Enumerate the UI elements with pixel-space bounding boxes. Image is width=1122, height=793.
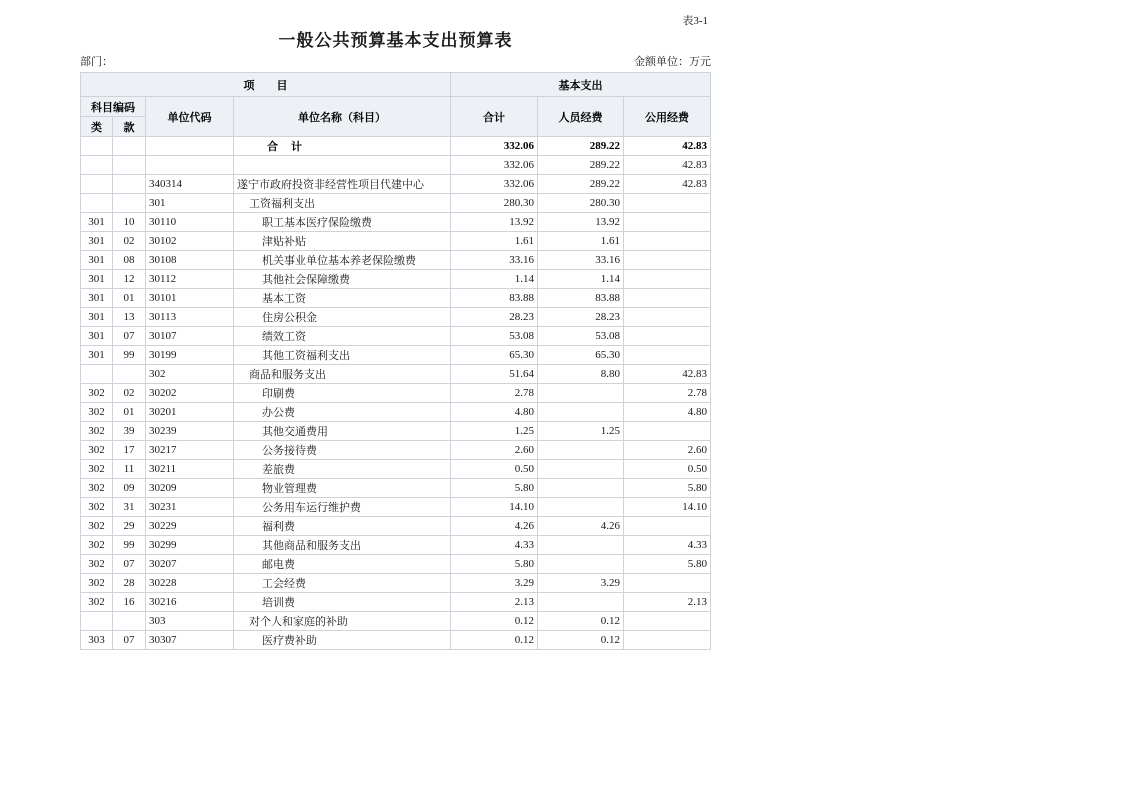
cell-item: 08 (113, 251, 146, 270)
cell-personnel: 83.88 (538, 289, 624, 308)
cell-item (113, 175, 146, 194)
cell-total: 0.12 (451, 612, 538, 631)
cell-unit-code: 30110 (146, 213, 234, 232)
cell-public (624, 631, 711, 650)
cell-public: 2.13 (624, 593, 711, 612)
cell-personnel: 8.80 (538, 365, 624, 384)
cell-unit-code: 303 (146, 612, 234, 631)
cell-personnel: 33.16 (538, 251, 624, 270)
table-row (81, 289, 711, 308)
table-tag: 表3-1 (682, 15, 708, 27)
cell-public (624, 251, 711, 270)
cell-public (624, 308, 711, 327)
cell-personnel (538, 403, 624, 422)
header-project: 项 目 (81, 73, 451, 97)
cell-public (624, 346, 711, 365)
cell-unit-code: 30231 (146, 498, 234, 517)
cell-class: 301 (81, 289, 113, 308)
cell-item: 02 (113, 232, 146, 251)
cell-item: 12 (113, 270, 146, 289)
cell-total: 4.80 (451, 403, 538, 422)
cell-public (624, 232, 711, 251)
cell-total: 2.60 (451, 441, 538, 460)
table-row (81, 308, 711, 327)
cell-total: 4.26 (451, 517, 538, 536)
cell-item: 16 (113, 593, 146, 612)
cell-personnel: 53.08 (538, 327, 624, 346)
cell-unit-name: 其他商品和服务支出 (234, 536, 451, 555)
cell-unit-code: 30239 (146, 422, 234, 441)
cell-public: 14.10 (624, 498, 711, 517)
cell-item: 02 (113, 384, 146, 403)
cell-class: 302 (81, 574, 113, 593)
table-row (81, 479, 711, 498)
cell-personnel (538, 555, 624, 574)
cell-total: 51.64 (451, 365, 538, 384)
cell-unit-name: 工资福利支出 (234, 194, 451, 213)
table-row (81, 270, 711, 289)
cell-unit-name: 物业管理费 (234, 479, 451, 498)
cell-class: 302 (81, 536, 113, 555)
table-row (81, 517, 711, 536)
cell-total: 2.13 (451, 593, 538, 612)
cell-unit-code (146, 137, 234, 156)
cell-unit-name: 机关事业单位基本养老保险缴费 (234, 251, 451, 270)
cell-item: 01 (113, 403, 146, 422)
cell-total: 53.08 (451, 327, 538, 346)
cell-total: 0.12 (451, 631, 538, 650)
cell-item (113, 365, 146, 384)
cell-public: 4.33 (624, 536, 711, 555)
cell-personnel: 289.22 (538, 137, 624, 156)
meta-row (80, 55, 711, 69)
cell-item: 29 (113, 517, 146, 536)
cell-item: 28 (113, 574, 146, 593)
cell-personnel (538, 479, 624, 498)
cell-unit-name: 商品和服务支出 (234, 365, 451, 384)
cell-unit-name: 基本工资 (234, 289, 451, 308)
cell-total: 3.29 (451, 574, 538, 593)
cell-item (113, 194, 146, 213)
cell-unit-code: 30201 (146, 403, 234, 422)
cell-total: 5.80 (451, 555, 538, 574)
document-content (80, 14, 711, 650)
cell-unit-code: 30199 (146, 346, 234, 365)
cell-public: 42.83 (624, 365, 711, 384)
cell-unit-code: 30307 (146, 631, 234, 650)
cell-total: 4.33 (451, 536, 538, 555)
cell-item (113, 156, 146, 175)
cell-class: 301 (81, 213, 113, 232)
cell-item: 07 (113, 327, 146, 346)
cell-public (624, 194, 711, 213)
cell-unit-code: 30207 (146, 555, 234, 574)
cell-personnel: 28.23 (538, 308, 624, 327)
cell-personnel: 1.25 (538, 422, 624, 441)
cell-public: 42.83 (624, 137, 711, 156)
cell-personnel (538, 441, 624, 460)
cell-unit-code: 30112 (146, 270, 234, 289)
cell-total: 1.14 (451, 270, 538, 289)
cell-public (624, 327, 711, 346)
cell-public: 5.80 (624, 479, 711, 498)
cell-personnel (538, 536, 624, 555)
cell-public: 42.83 (624, 175, 711, 194)
cell-total: 332.06 (451, 175, 538, 194)
cell-total: 5.80 (451, 479, 538, 498)
cell-class: 302 (81, 593, 113, 612)
cell-unit-name: 其他工资福利支出 (234, 346, 451, 365)
cell-item: 09 (113, 479, 146, 498)
cell-unit-code: 30217 (146, 441, 234, 460)
cell-unit-code: 30107 (146, 327, 234, 346)
cell-total: 332.06 (451, 137, 538, 156)
cell-item (113, 137, 146, 156)
table-row (81, 365, 711, 384)
cell-public: 0.50 (624, 460, 711, 479)
cell-public (624, 213, 711, 232)
cell-total: 0.50 (451, 460, 538, 479)
cell-class (81, 137, 113, 156)
table-row (81, 555, 711, 574)
cell-public (624, 517, 711, 536)
cell-class: 302 (81, 384, 113, 403)
cell-total: 280.30 (451, 194, 538, 213)
cell-unit-name: 公务接待费 (234, 441, 451, 460)
cell-item: 17 (113, 441, 146, 460)
cell-class: 301 (81, 308, 113, 327)
cell-public: 4.80 (624, 403, 711, 422)
table-row (81, 232, 711, 251)
cell-class: 301 (81, 232, 113, 251)
cell-personnel (538, 593, 624, 612)
table-row (81, 403, 711, 422)
header-personnel: 人员经费 (538, 97, 624, 137)
cell-personnel: 65.30 (538, 346, 624, 365)
cell-personnel: 1.61 (538, 232, 624, 251)
cell-total: 14.10 (451, 498, 538, 517)
cell-class: 301 (81, 346, 113, 365)
cell-unit-name: 遂宁市政府投资非经营性项目代建中心 (234, 175, 451, 194)
cell-personnel: 1.14 (538, 270, 624, 289)
table-row (81, 631, 711, 650)
table-row (81, 213, 711, 232)
cell-unit-code: 302 (146, 365, 234, 384)
header-basic-expenditure: 基本支出 (451, 73, 711, 97)
cell-personnel: 0.12 (538, 612, 624, 631)
cell-item (113, 612, 146, 631)
header-item: 款 (113, 117, 146, 137)
cell-unit-name: 工会经费 (234, 574, 451, 593)
table-row (81, 327, 711, 346)
header-unit-name: 单位名称（科目） (234, 97, 451, 137)
cell-unit-name: 培训费 (234, 593, 451, 612)
table-row (81, 251, 711, 270)
cell-unit-code: 30108 (146, 251, 234, 270)
cell-class (81, 612, 113, 631)
cell-unit-name: 邮电费 (234, 555, 451, 574)
cell-unit-code: 30101 (146, 289, 234, 308)
cell-class (81, 365, 113, 384)
cell-total: 1.25 (451, 422, 538, 441)
cell-item: 10 (113, 213, 146, 232)
table-row (81, 384, 711, 403)
table-row (81, 612, 711, 631)
header-unit-code: 单位代码 (146, 97, 234, 137)
table-row (81, 137, 711, 156)
cell-class: 302 (81, 441, 113, 460)
table-row (81, 422, 711, 441)
cell-item: 13 (113, 308, 146, 327)
cell-total: 1.61 (451, 232, 538, 251)
cell-unit-name: 办公费 (234, 403, 451, 422)
table-body (81, 137, 711, 650)
table-row (81, 574, 711, 593)
cell-total: 83.88 (451, 289, 538, 308)
cell-item: 99 (113, 536, 146, 555)
cell-item: 01 (113, 289, 146, 308)
department-label: 部门： (80, 56, 113, 68)
cell-unit-name: 合 计 (234, 137, 451, 156)
table-row (81, 460, 711, 479)
cell-public (624, 422, 711, 441)
cell-item: 39 (113, 422, 146, 441)
cell-total: 33.16 (451, 251, 538, 270)
cell-unit-code: 301 (146, 194, 234, 213)
cell-class: 301 (81, 270, 113, 289)
cell-unit-code: 30229 (146, 517, 234, 536)
cell-total: 13.92 (451, 213, 538, 232)
cell-unit-code: 30211 (146, 460, 234, 479)
cell-class: 302 (81, 422, 113, 441)
cell-personnel (538, 460, 624, 479)
cell-public: 42.83 (624, 156, 711, 175)
cell-unit-name: 住房公积金 (234, 308, 451, 327)
cell-unit-name: 其他交通费用 (234, 422, 451, 441)
table-row (81, 175, 711, 194)
cell-public: 2.60 (624, 441, 711, 460)
cell-personnel: 289.22 (538, 156, 624, 175)
cell-total: 2.78 (451, 384, 538, 403)
cell-personnel: 280.30 (538, 194, 624, 213)
cell-class: 302 (81, 479, 113, 498)
cell-unit-name: 绩效工资 (234, 327, 451, 346)
table-header (81, 73, 711, 137)
cell-unit-name: 津贴补贴 (234, 232, 451, 251)
cell-personnel (538, 384, 624, 403)
table-row (81, 194, 711, 213)
cell-unit-name: 差旅费 (234, 460, 451, 479)
cell-personnel: 13.92 (538, 213, 624, 232)
cell-personnel: 4.26 (538, 517, 624, 536)
cell-personnel: 0.12 (538, 631, 624, 650)
cell-public: 2.78 (624, 384, 711, 403)
cell-public: 5.80 (624, 555, 711, 574)
cell-class (81, 175, 113, 194)
cell-unit-name: 对个人和家庭的补助 (234, 612, 451, 631)
cell-public (624, 612, 711, 631)
cell-class (81, 156, 113, 175)
page-title: 一般公共预算基本支出预算表 (278, 31, 513, 50)
cell-total: 332.06 (451, 156, 538, 175)
table-row (81, 498, 711, 517)
cell-unit-name: 医疗费补助 (234, 631, 451, 650)
cell-unit-code: 30102 (146, 232, 234, 251)
cell-unit-code: 340314 (146, 175, 234, 194)
table-row (81, 593, 711, 612)
header-total: 合计 (451, 97, 538, 137)
cell-unit-code: 30113 (146, 308, 234, 327)
table-row (81, 536, 711, 555)
cell-class: 302 (81, 555, 113, 574)
table-row (81, 441, 711, 460)
cell-unit-name: 职工基本医疗保险缴费 (234, 213, 451, 232)
cell-unit-code: 30216 (146, 593, 234, 612)
cell-class: 301 (81, 327, 113, 346)
cell-unit-name: 公务用车运行维护费 (234, 498, 451, 517)
cell-class: 302 (81, 498, 113, 517)
cell-personnel (538, 498, 624, 517)
cell-unit-name: 印刷费 (234, 384, 451, 403)
cell-personnel: 289.22 (538, 175, 624, 194)
cell-unit-name: 福利费 (234, 517, 451, 536)
amount-unit-label: 金额单位：万元 (634, 56, 711, 68)
header-row-2 (81, 97, 711, 117)
cell-unit-name (234, 156, 451, 175)
budget-table (80, 72, 711, 650)
cell-class: 301 (81, 251, 113, 270)
header-class: 类 (81, 117, 113, 137)
cell-public (624, 270, 711, 289)
header-subject-code: 科目编码 (81, 97, 146, 117)
cell-unit-code: 30209 (146, 479, 234, 498)
cell-unit-code: 30202 (146, 384, 234, 403)
cell-class: 302 (81, 517, 113, 536)
cell-unit-name: 其他社会保障缴费 (234, 270, 451, 289)
cell-class: 302 (81, 403, 113, 422)
cell-class: 303 (81, 631, 113, 650)
table-row (81, 156, 711, 175)
cell-public (624, 289, 711, 308)
cell-unit-code: 30299 (146, 536, 234, 555)
cell-item: 11 (113, 460, 146, 479)
cell-unit-code: 30228 (146, 574, 234, 593)
table-row (81, 346, 711, 365)
cell-public (624, 574, 711, 593)
cell-class: 302 (81, 460, 113, 479)
cell-item: 07 (113, 631, 146, 650)
header-row-1 (81, 73, 711, 97)
cell-item: 31 (113, 498, 146, 517)
header-public: 公用经费 (624, 97, 711, 137)
cell-class (81, 194, 113, 213)
cell-item: 07 (113, 555, 146, 574)
cell-personnel: 3.29 (538, 574, 624, 593)
cell-total: 28.23 (451, 308, 538, 327)
cell-unit-code (146, 156, 234, 175)
cell-item: 99 (113, 346, 146, 365)
cell-total: 65.30 (451, 346, 538, 365)
